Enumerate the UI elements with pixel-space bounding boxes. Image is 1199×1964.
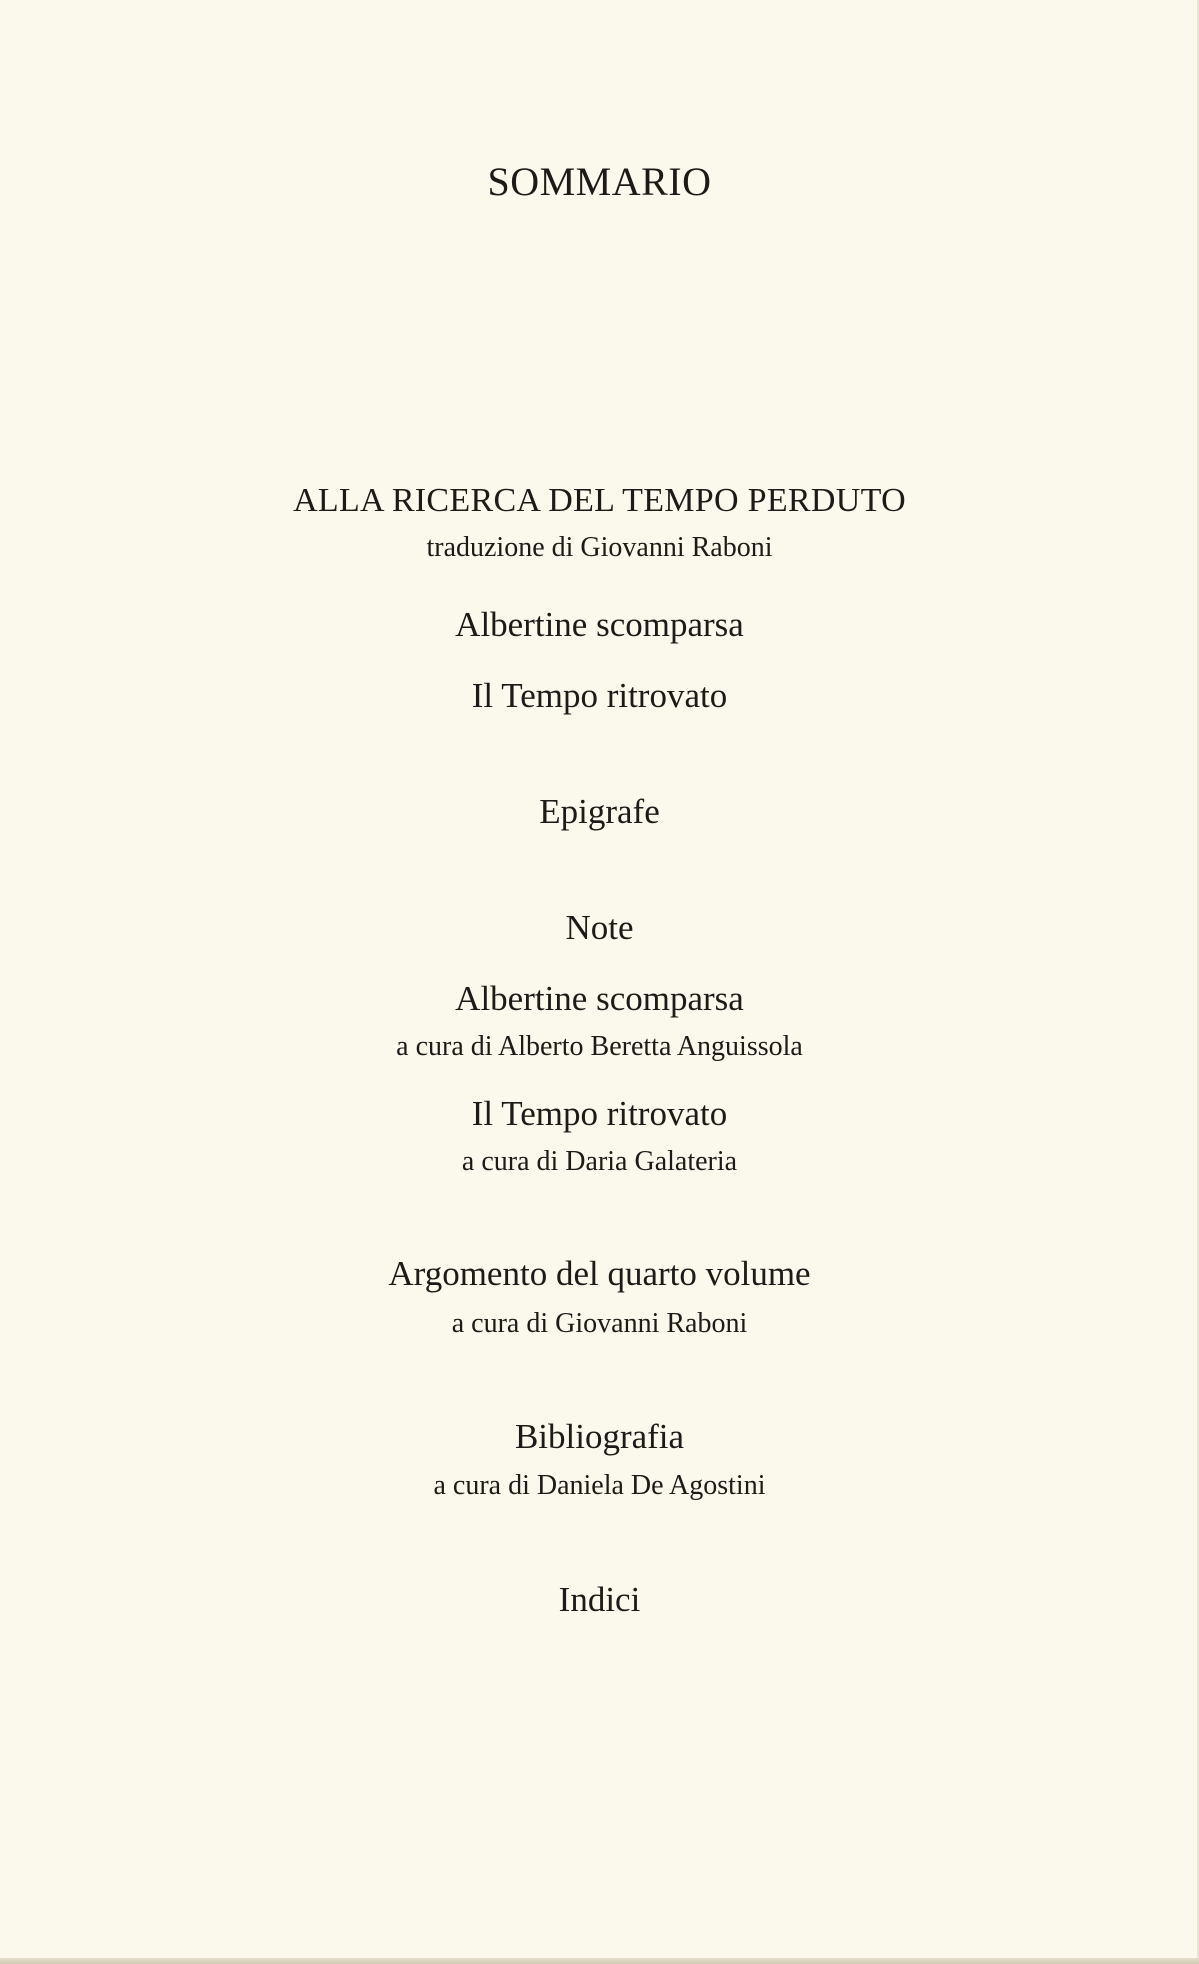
work-title: ALLA RICERCA DEL TEMPO PERDUTO: [293, 482, 906, 519]
page-title: SOMMARIO: [487, 159, 712, 204]
bibliography-entry-credit: a cura di Daniela De Agostini: [433, 1470, 766, 1501]
argument-entry-credit: a cura di Giovanni Raboni: [451, 1308, 748, 1339]
bibliography-entry-title: Bibliografia: [514, 1417, 685, 1456]
translation-credit: traduzione di Giovanni Raboni: [426, 532, 773, 563]
indexes-entry: Indici: [558, 1580, 641, 1619]
notes-entry-title: Il Tempo ritrovato: [471, 1094, 728, 1133]
argument-entry-title: Argomento del quarto volume: [388, 1254, 811, 1293]
volume-title-tempo: Il Tempo ritrovato: [471, 676, 728, 715]
page-bottom-edge: [0, 1958, 1199, 1964]
notes-entry-credit: a cura di Alberto Beretta Anguissola: [396, 1031, 803, 1062]
notes-entry-title: Albertine scomparsa: [455, 979, 744, 1018]
epigraph-entry: Epigrafe: [539, 792, 660, 831]
notes-entry-credit: a cura di Daria Galateria: [461, 1146, 738, 1177]
volume-title-albertine: Albertine scomparsa: [455, 605, 744, 644]
notes-heading: Note: [565, 908, 634, 947]
